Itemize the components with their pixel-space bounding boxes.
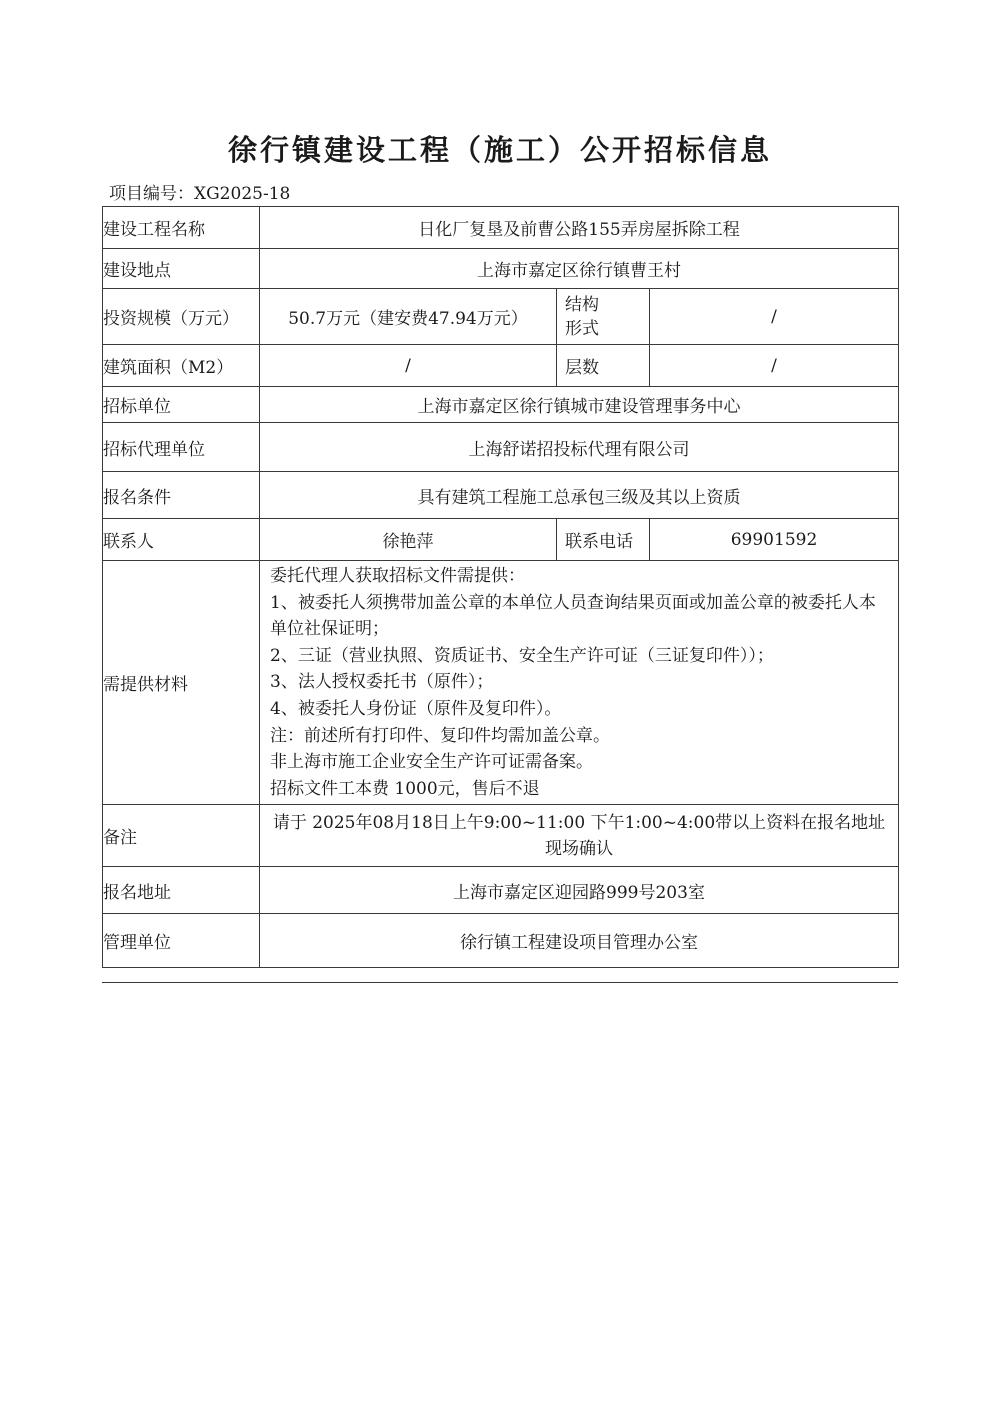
label-address: 报名地址 xyxy=(103,867,260,914)
materials-line: 委托代理人获取招标文件需提供： xyxy=(270,566,525,586)
bottom-divider xyxy=(102,982,898,983)
value-area: / xyxy=(260,345,557,387)
label-floors: 层数 xyxy=(557,345,650,387)
label-conditions: 报名条件 xyxy=(103,472,260,519)
row-address xyxy=(103,867,899,914)
label-management: 管理单位 xyxy=(103,914,260,968)
label-investment: 投资规模（万元） xyxy=(103,289,260,345)
tender-info-table xyxy=(102,206,899,968)
value-management: 徐行镇工程建设项目管理办公室 xyxy=(260,914,899,968)
label-materials: 需提供材料 xyxy=(103,561,260,805)
label-structure xyxy=(557,289,650,345)
materials-line: 注：前述所有打印件、复印件均需加盖公章。 xyxy=(270,725,610,746)
value-location: 上海市嘉定区徐行镇曹王村 xyxy=(260,249,899,289)
materials-line: 1、被委托人须携带加盖公章的本单位人员查询结果页面或加盖公章的被委托人本单位社保证明； xyxy=(270,592,876,640)
value-tenderer: 上海市嘉定区徐行镇城市建设管理事务中心 xyxy=(260,387,899,423)
row-area xyxy=(103,345,899,387)
materials-line: 招标文件工本费 1000元，售后不退 xyxy=(270,778,540,799)
value-conditions: 具有建筑工程施工总承包三级及其以上资质 xyxy=(260,472,899,519)
value-contact-name: 徐艳萍 xyxy=(260,519,557,561)
label-agent: 招标代理单位 xyxy=(103,423,260,472)
value-structure: / xyxy=(650,289,899,345)
row-materials xyxy=(103,561,899,805)
row-tenderer xyxy=(103,387,899,423)
row-agent xyxy=(103,423,899,472)
materials-list xyxy=(260,561,899,805)
value-address: 上海市嘉定区迎园路999号203室 xyxy=(260,867,899,914)
row-remarks xyxy=(103,805,899,867)
document-title: 徐行镇建设工程（施工）公开招标信息 xyxy=(227,133,772,167)
project-number: 项目编号：XG2025-18 xyxy=(109,184,291,204)
materials-line: 非上海市施工企业安全生产许可证需备案。 xyxy=(270,752,593,773)
row-project-name xyxy=(103,207,899,249)
row-investment xyxy=(103,289,899,345)
value-floors: / xyxy=(650,345,899,387)
materials-line: 2、三证（营业执照、资质证书、安全生产许可证（三证复印件））； xyxy=(270,645,774,666)
materials-line: 4、被委托人身份证（原件及复印件）。 xyxy=(270,698,562,719)
value-investment: 50.7万元（建安费47.94万元） xyxy=(260,289,557,345)
label-structure-line1: 结构 xyxy=(565,294,599,315)
label-phone: 联系电话 xyxy=(557,519,650,561)
value-remarks: 请于 2025年08月18日上午9:00~11:00 下午1:00~4:00带以上资料在报名地址现场确认 xyxy=(260,805,899,867)
row-location xyxy=(103,249,899,289)
label-area: 建筑面积（M2） xyxy=(103,345,260,387)
label-project-name: 建设工程名称 xyxy=(103,207,260,249)
row-contact xyxy=(103,519,899,561)
value-phone: 69901592 xyxy=(650,519,899,561)
row-management xyxy=(103,914,899,968)
label-location: 建设地点 xyxy=(103,249,260,289)
label-structure-line2: 形式 xyxy=(565,318,599,339)
row-conditions xyxy=(103,472,899,519)
label-remarks: 备注 xyxy=(103,805,260,867)
value-project-name: 日化厂复垦及前曹公路155弄房屋拆除工程 xyxy=(260,207,899,249)
materials-line: 3、法人授权委托书（原件）； xyxy=(270,672,494,693)
label-contact: 联系人 xyxy=(103,519,260,561)
value-agent: 上海舒诺招投标代理有限公司 xyxy=(260,423,899,472)
label-tenderer: 招标单位 xyxy=(103,387,260,423)
